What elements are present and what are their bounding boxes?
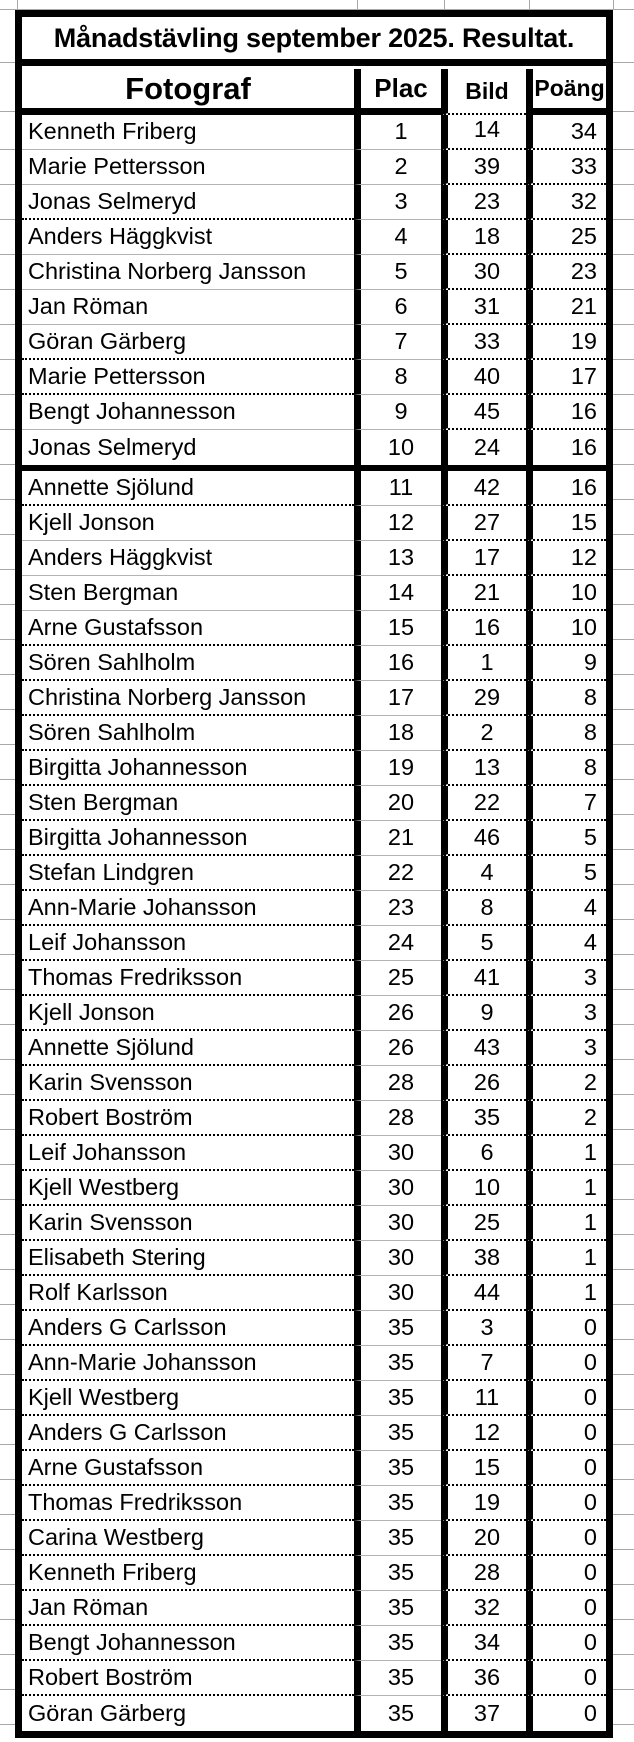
cell-plac[interactable]: 1 [354, 115, 441, 150]
cell-fotograf[interactable]: Stefan Lindgren [22, 856, 354, 891]
cell-fotograf[interactable]: Kenneth Friberg [22, 1556, 354, 1591]
cell-plac[interactable]: 30 [354, 1276, 441, 1311]
cell-bild[interactable]: 17 [441, 541, 526, 576]
cell-plac[interactable]: 13 [354, 541, 441, 576]
table-row [22, 716, 606, 751]
cell-plac[interactable]: 23 [354, 891, 441, 926]
cell-fotograf[interactable]: Birgitta Johannesson [22, 751, 354, 786]
table-row [22, 1521, 606, 1556]
table-row [22, 1241, 606, 1276]
cell-poang[interactable]: 25 [526, 220, 606, 255]
table-row [22, 1066, 606, 1101]
cell-bild[interactable]: 41 [441, 961, 526, 996]
cell-bild[interactable]: 36 [441, 1661, 526, 1696]
cell-bild[interactable]: 28 [441, 1556, 526, 1591]
table-row [22, 646, 606, 681]
results-table [15, 10, 613, 1738]
cell-bild[interactable]: 12 [441, 1416, 526, 1451]
cell-bild[interactable]: 26 [441, 1066, 526, 1101]
cell-poang[interactable]: 5 [526, 856, 606, 891]
column-header-fotograf[interactable]: Fotograf [22, 69, 354, 115]
cell-plac[interactable]: 30 [354, 1171, 441, 1206]
cell-poang[interactable]: 1 [526, 1136, 606, 1171]
cell-plac[interactable]: 35 [354, 1311, 441, 1346]
cell-poang[interactable]: 1 [526, 1206, 606, 1241]
cell-bild[interactable]: 7 [441, 1346, 526, 1381]
cell-fotograf[interactable]: Göran Gärberg [22, 325, 354, 360]
cell-fotograf[interactable]: Anders G Carlsson [22, 1311, 354, 1346]
cell-bild[interactable]: 27 [441, 506, 526, 541]
cell-plac[interactable]: 35 [354, 1381, 441, 1416]
cell-poang[interactable]: 23 [526, 255, 606, 290]
cell-bild[interactable]: 6 [441, 1136, 526, 1171]
table-row [22, 430, 606, 471]
table-row [22, 1346, 606, 1381]
cell-bild[interactable]: 2 [441, 716, 526, 751]
table-row [22, 115, 606, 150]
cell-fotograf[interactable]: Carina Westberg [22, 1521, 354, 1556]
cell-plac[interactable]: 26 [354, 1031, 441, 1066]
table-row [22, 1171, 606, 1206]
cell-fotograf[interactable]: Ann-Marie Johansson [22, 1346, 354, 1381]
cell-plac[interactable]: 14 [354, 576, 441, 611]
cell-fotograf[interactable]: Kjell Jonson [22, 506, 354, 541]
cell-plac[interactable]: 11 [354, 471, 441, 506]
sheet-margin-right [613, 0, 634, 1742]
table-row [22, 926, 606, 961]
cell-poang[interactable]: 16 [526, 395, 606, 430]
cell-plac[interactable]: 5 [354, 255, 441, 290]
cell-fotograf[interactable]: Kjell Westberg [22, 1381, 354, 1416]
cell-poang[interactable]: 3 [526, 1031, 606, 1066]
column-header-poang[interactable]: Poäng [526, 69, 606, 115]
cell-fotograf[interactable]: Annette Sjölund [22, 1031, 354, 1066]
cell-plac[interactable]: 17 [354, 681, 441, 716]
cell-bild[interactable]: 35 [441, 1101, 526, 1136]
cell-poang[interactable]: 0 [526, 1626, 606, 1661]
cell-plac[interactable]: 28 [354, 1066, 441, 1101]
table-row [22, 576, 606, 611]
cell-plac[interactable]: 6 [354, 290, 441, 325]
cell-fotograf[interactable]: Jonas Selmeryd [22, 430, 354, 471]
cell-plac[interactable]: 25 [354, 961, 441, 996]
cell-plac[interactable]: 35 [354, 1591, 441, 1626]
cell-poang[interactable]: 16 [526, 430, 606, 471]
cell-fotograf[interactable]: Kenneth Friberg [22, 115, 354, 150]
cell-plac[interactable]: 30 [354, 1206, 441, 1241]
cell-fotograf[interactable]: Sten Bergman [22, 576, 354, 611]
table-row [22, 255, 606, 290]
column-header-bild[interactable]: Bild [441, 69, 526, 115]
cell-poang[interactable]: 0 [526, 1346, 606, 1381]
cell-poang[interactable]: 10 [526, 611, 606, 646]
cell-fotograf[interactable]: Rolf Karlsson [22, 1276, 354, 1311]
cell-poang[interactable]: 1 [526, 1241, 606, 1276]
cell-poang[interactable]: 0 [526, 1381, 606, 1416]
cell-poang[interactable]: 12 [526, 541, 606, 576]
cell-bild[interactable]: 8 [441, 891, 526, 926]
cell-bild[interactable]: 37 [441, 1696, 526, 1731]
cell-poang[interactable]: 0 [526, 1521, 606, 1556]
cell-fotograf[interactable]: Kjell Westberg [22, 1171, 354, 1206]
table-row [22, 1626, 606, 1661]
cell-plac[interactable]: 35 [354, 1346, 441, 1381]
table-row [22, 1416, 606, 1451]
cell-poang[interactable]: 0 [526, 1591, 606, 1626]
cell-bild[interactable]: 46 [441, 821, 526, 856]
cell-poang[interactable]: 10 [526, 576, 606, 611]
table-row [22, 1591, 606, 1626]
cell-bild[interactable]: 24 [441, 430, 526, 471]
cell-poang[interactable]: 0 [526, 1661, 606, 1696]
cell-bild[interactable]: 25 [441, 1206, 526, 1241]
table-row [22, 1661, 606, 1696]
table-row [22, 541, 606, 576]
cell-bild[interactable]: 44 [441, 1276, 526, 1311]
cell-poang[interactable]: 0 [526, 1696, 606, 1731]
table-row [22, 1556, 606, 1591]
table-row [22, 1311, 606, 1346]
table-row [22, 1031, 606, 1066]
cell-poang[interactable]: 21 [526, 290, 606, 325]
cell-bild[interactable]: 33 [441, 325, 526, 360]
cell-bild[interactable]: 4 [441, 856, 526, 891]
cell-plac[interactable]: 2 [354, 150, 441, 185]
cell-fotograf[interactable]: Robert Boström [22, 1101, 354, 1136]
cell-poang[interactable]: 2 [526, 1066, 606, 1101]
cell-fotograf[interactable]: Bengt Johannesson [22, 1626, 354, 1661]
cell-bild[interactable]: 34 [441, 1626, 526, 1661]
table-row [22, 1276, 606, 1311]
cell-bild[interactable]: 21 [441, 576, 526, 611]
cell-bild[interactable]: 23 [441, 185, 526, 220]
table-row [22, 220, 606, 255]
cell-plac[interactable]: 35 [354, 1626, 441, 1661]
cell-bild[interactable]: 42 [441, 471, 526, 506]
cell-plac[interactable]: 35 [354, 1416, 441, 1451]
header-row [22, 69, 606, 115]
table-title-cell[interactable]: Månadstävling september 2025. Resultat. [22, 17, 606, 66]
cell-fotograf[interactable]: Christina Norberg Jansson [22, 255, 354, 290]
cell-poang[interactable]: 15 [526, 506, 606, 541]
cell-poang[interactable]: 0 [526, 1486, 606, 1521]
cell-poang[interactable]: 9 [526, 646, 606, 681]
cell-bild[interactable]: 18 [441, 220, 526, 255]
cell-bild[interactable]: 43 [441, 1031, 526, 1066]
table-row [22, 751, 606, 786]
cell-poang[interactable]: 0 [526, 1311, 606, 1346]
cell-poang[interactable]: 16 [526, 471, 606, 506]
table-row [22, 506, 606, 541]
cell-poang[interactable]: 4 [526, 891, 606, 926]
cell-bild[interactable]: 30 [441, 255, 526, 290]
cell-plac[interactable]: 24 [354, 926, 441, 961]
cell-plac[interactable]: 9 [354, 395, 441, 430]
cell-plac[interactable]: 18 [354, 716, 441, 751]
cell-plac[interactable]: 35 [354, 1661, 441, 1696]
table-row [22, 1381, 606, 1416]
cell-plac[interactable]: 35 [354, 1696, 441, 1731]
cell-fotograf[interactable]: Sören Sahlholm [22, 716, 354, 751]
cell-fotograf[interactable]: Karin Svensson [22, 1066, 354, 1101]
cell-poang[interactable]: 0 [526, 1416, 606, 1451]
cell-plac[interactable]: 10 [354, 430, 441, 471]
table-row [22, 471, 606, 506]
cell-fotograf[interactable]: Elisabeth Stering [22, 1241, 354, 1276]
cell-bild[interactable]: 10 [441, 1171, 526, 1206]
cell-fotograf[interactable]: Birgitta Johannesson [22, 821, 354, 856]
cell-plac[interactable]: 15 [354, 611, 441, 646]
cell-plac[interactable]: 35 [354, 1521, 441, 1556]
cell-poang[interactable]: 34 [526, 115, 606, 150]
cell-fotograf[interactable]: Arne Gustafsson [22, 1451, 354, 1486]
table-row [22, 961, 606, 996]
table-body [22, 115, 606, 1731]
cell-fotograf[interactable]: Karin Svensson [22, 1206, 354, 1241]
cell-plac[interactable]: 30 [354, 1241, 441, 1276]
table-row [22, 821, 606, 856]
column-header-plac[interactable]: Plac [354, 69, 441, 115]
cell-plac[interactable]: 16 [354, 646, 441, 681]
gridline-column-stub [529, 0, 530, 9]
cell-plac[interactable]: 26 [354, 996, 441, 1031]
cell-poang[interactable]: 2 [526, 1101, 606, 1136]
cell-fotograf[interactable]: Anders G Carlsson [22, 1416, 354, 1451]
cell-plac[interactable]: 35 [354, 1486, 441, 1521]
cell-poang[interactable]: 33 [526, 150, 606, 185]
cell-fotograf[interactable]: Robert Boström [22, 1661, 354, 1696]
cell-fotograf[interactable]: Annette Sjölund [22, 471, 354, 506]
cell-bild[interactable]: 38 [441, 1241, 526, 1276]
cell-plac[interactable]: 19 [354, 751, 441, 786]
cell-plac[interactable]: 12 [354, 506, 441, 541]
cell-fotograf[interactable]: Thomas Fredriksson [22, 961, 354, 996]
cell-fotograf[interactable]: Bengt Johannesson [22, 395, 354, 430]
cell-plac[interactable]: 4 [354, 220, 441, 255]
cell-poang[interactable]: 19 [526, 325, 606, 360]
cell-fotograf[interactable]: Leif Johansson [22, 1136, 354, 1171]
cell-poang[interactable]: 0 [526, 1556, 606, 1591]
cell-plac[interactable]: 35 [354, 1451, 441, 1486]
gridline-column-stub [444, 0, 445, 9]
cell-plac[interactable]: 8 [354, 360, 441, 395]
table-row [22, 611, 606, 646]
cell-bild[interactable]: 3 [441, 1311, 526, 1346]
table-row [22, 185, 606, 220]
cell-fotograf[interactable]: Thomas Fredriksson [22, 1486, 354, 1521]
cell-bild[interactable]: 20 [441, 1521, 526, 1556]
cell-fotograf[interactable]: Arne Gustafsson [22, 611, 354, 646]
cell-fotograf[interactable]: Jonas Selmeryd [22, 185, 354, 220]
cell-bild[interactable]: 5 [441, 926, 526, 961]
cell-bild[interactable]: 11 [441, 1381, 526, 1416]
cell-bild[interactable]: 9 [441, 996, 526, 1031]
cell-poang[interactable]: 1 [526, 1276, 606, 1311]
cell-plac[interactable]: 35 [354, 1556, 441, 1591]
table-row [22, 856, 606, 891]
table-row [22, 786, 606, 821]
cell-bild[interactable]: 31 [441, 290, 526, 325]
cell-plac[interactable]: 3 [354, 185, 441, 220]
cell-poang[interactable]: 0 [526, 1451, 606, 1486]
cell-fotograf[interactable]: Sten Bergman [22, 786, 354, 821]
cell-bild[interactable]: 32 [441, 1591, 526, 1626]
table-row [22, 150, 606, 185]
cell-poang[interactable]: 3 [526, 996, 606, 1031]
cell-poang[interactable]: 3 [526, 961, 606, 996]
cell-poang[interactable]: 8 [526, 751, 606, 786]
table-row [22, 1486, 606, 1521]
table-row [22, 1101, 606, 1136]
table-row [22, 1451, 606, 1486]
cell-bild[interactable]: 40 [441, 360, 526, 395]
cell-poang[interactable]: 8 [526, 716, 606, 751]
cell-plac[interactable]: 21 [354, 821, 441, 856]
cell-bild[interactable]: 15 [441, 1451, 526, 1486]
cell-fotograf[interactable]: Sören Sahlholm [22, 646, 354, 681]
table-row [22, 1696, 606, 1731]
table-row [22, 996, 606, 1031]
cell-plac[interactable]: 30 [354, 1136, 441, 1171]
cell-fotograf[interactable]: Jan Röman [22, 1591, 354, 1626]
table-row [22, 360, 606, 395]
cell-poang[interactable]: 17 [526, 360, 606, 395]
gridline-column-stub [17, 0, 18, 9]
table-row [22, 395, 606, 430]
table-row [22, 290, 606, 325]
sheet-margin-left [0, 0, 15, 1742]
cell-plac[interactable]: 22 [354, 856, 441, 891]
cell-fotograf[interactable]: Kjell Jonson [22, 996, 354, 1031]
cell-bild[interactable]: 22 [441, 786, 526, 821]
gridline-column-stub [357, 0, 358, 9]
cell-bild[interactable]: 14 [441, 115, 526, 150]
cell-bild[interactable]: 13 [441, 751, 526, 786]
table-row [22, 1136, 606, 1171]
cell-fotograf[interactable]: Göran Gärberg [28, 1699, 187, 1726]
cell-poang[interactable]: 32 [526, 185, 606, 220]
cell-fotograf[interactable]: Anders Häggkvist [22, 541, 354, 576]
cell-bild[interactable]: 1 [441, 646, 526, 681]
table-row [22, 681, 606, 716]
cell-poang[interactable]: 7 [526, 786, 606, 821]
cell-fotograf[interactable]: Ann-Marie Johansson [22, 891, 354, 926]
table-row [22, 891, 606, 926]
cell-fotograf[interactable]: Marie Pettersson [22, 150, 354, 185]
cell-poang[interactable]: 4 [526, 926, 606, 961]
cell-bild[interactable]: 16 [441, 611, 526, 646]
cell-fotograf[interactable]: Leif Johansson [22, 926, 354, 961]
cell-fotograf[interactable]: Marie Pettersson [22, 360, 354, 395]
table-row [22, 1206, 606, 1241]
cell-poang[interactable]: 5 [526, 821, 606, 856]
cell-poang[interactable]: 1 [526, 1171, 606, 1206]
cell-poang[interactable]: 8 [526, 681, 606, 716]
cell-fotograf[interactable]: Jan Röman [22, 290, 354, 325]
cell-plac[interactable]: 7 [354, 325, 441, 360]
cell-fotograf[interactable]: Anders Häggkvist [22, 220, 354, 255]
cell-bild[interactable]: 45 [441, 395, 526, 430]
cell-bild[interactable]: 39 [441, 150, 526, 185]
cell-plac[interactable]: 20 [354, 786, 441, 821]
cell-plac[interactable]: 28 [354, 1101, 441, 1136]
table-row [22, 325, 606, 360]
cell-bild[interactable]: 29 [441, 681, 526, 716]
cell-fotograf[interactable]: Christina Norberg Jansson [22, 681, 354, 716]
cell-bild[interactable]: 19 [441, 1486, 526, 1521]
